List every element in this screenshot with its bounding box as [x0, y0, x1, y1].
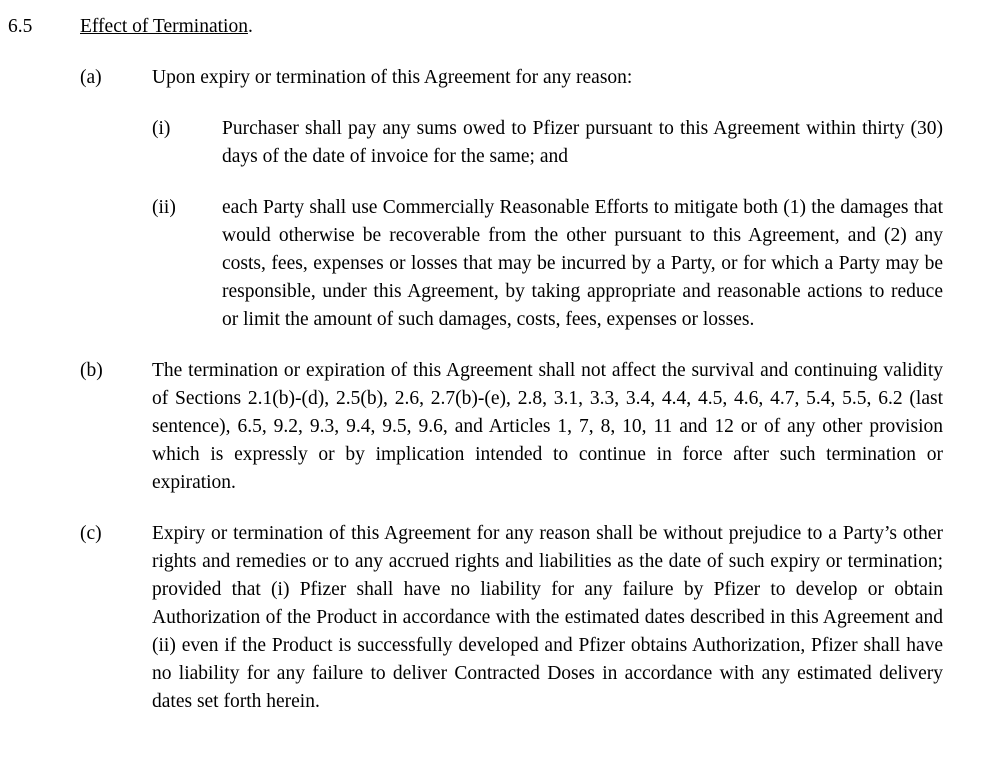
clause-b: [0, 357, 943, 497]
clause-a-i: [0, 115, 943, 171]
clause-a-ii-label: (ii): [152, 197, 176, 218]
clause-b-text: The termination or expiration of this Agreement shall not affect the survival and continuing validity of Sections 2.1(b)-(d), 2.5(b), 2.6, 2.7(b)-(e), 2.8, 3.1, 3.3, 3.4, 4.4, 4.5, 4.6, 4.7, 5.4, 5.5, 6.2 (last sentence), 6.5, 9.2, 9.3, 9.4, 9.5, 9.6, and Articles 1, 7, 8, 10, 11 and 12 or of any other provision which is expressly or by implication intended to continue in force after such termination or expiration.: [152, 360, 943, 493]
clause-c-text: Expiry or termination of this Agreement for any reason shall be without prejudice to a Party’s other rights and remedies or to any accrued rights and liabilities as the date of such expiry or termination; provided that (i) Pfizer shall have no liability for any failure by Pfizer to develop or obtain Authorization of the Product in accordance with the estimated dates described in this Agreement and (ii) even if the Product is successfully developed and Pfizer obtains Authorization, Pfizer shall have no liability for any failure to deliver Contracted Doses in accordance with any estimated delivery dates set forth herein.: [152, 523, 943, 712]
clause-c: [0, 520, 943, 716]
clause-a-label: (a): [80, 67, 102, 88]
clause-a-i-label: (i): [152, 118, 171, 139]
section-title-period: .: [247, 16, 253, 37]
clause-b-label: (b): [80, 360, 103, 381]
section-heading: [0, 13, 943, 41]
clause-a: [0, 64, 943, 92]
clause-a-ii-text: each Party shall use Commercially Reasonable Efforts to mitigate both (1) the damages that would otherwise be recoverable from the other pursuant to this Agreement, and (2) any costs, fees, expenses or losses that may be incurred by a Party, or for which a Party may be responsible, under this Agreement, by taking appropriate and reasonable actions to reduce or limit the amount of such damages, costs, fees, expenses or losses.: [222, 197, 943, 330]
section-number: 6.5: [8, 16, 33, 37]
clause-a-ii: [0, 194, 943, 334]
section-title: [80, 16, 253, 37]
clause-a-i-text: Purchaser shall pay any sums owed to Pfizer pursuant to this Agreement within thirty (30) days of the date of invoice for the same; and: [222, 118, 943, 167]
section-title-text: Effect of Termination: [80, 16, 248, 37]
clause-c-label: (c): [80, 523, 102, 544]
clause-a-text: Upon expiry or termination of this Agreement for any reason:: [152, 67, 633, 88]
